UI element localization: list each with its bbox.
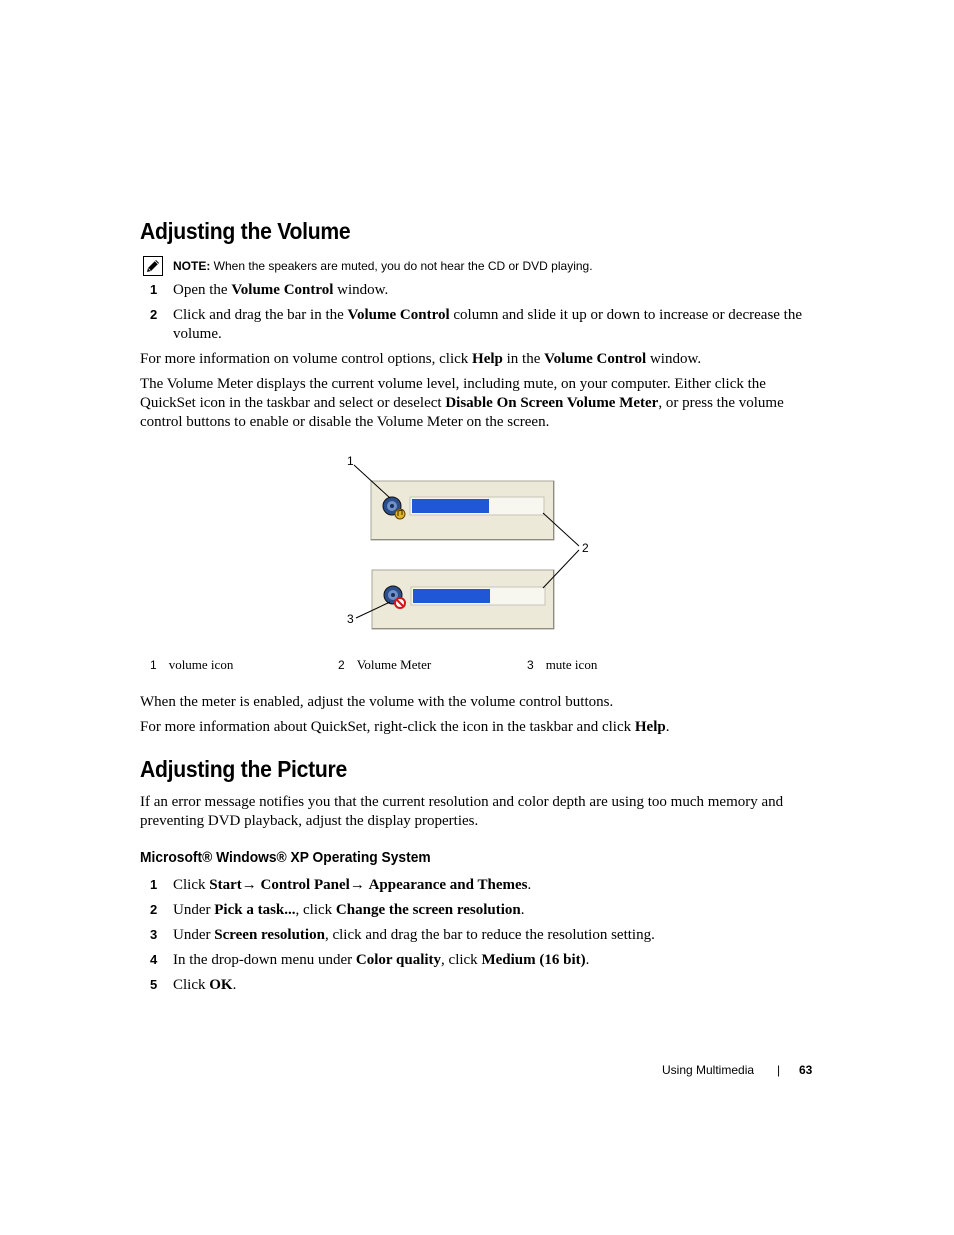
footer-section-name: Using Multimedia: [662, 1063, 755, 1077]
callout-line-2b: [543, 550, 579, 588]
section-title-adjusting-picture: Adjusting the Picture: [140, 756, 347, 782]
callout-3: 3: [347, 612, 354, 626]
page-number: 63: [799, 1063, 813, 1077]
volume-meter-fill: [413, 589, 490, 603]
subsection-title: Microsoft® Windows® XP Operating System: [140, 849, 431, 866]
volume-meter-figure: [340, 450, 610, 640]
paragraph: For more information about QuickSet, right-click the icon in the taskbar and click Help.: [140, 719, 670, 735]
legend-item: 3 mute icon: [527, 657, 598, 672]
callout-1: 1: [347, 454, 354, 468]
callout-2: 2: [582, 541, 589, 555]
note-text: NOTE: When the speakers are muted, you do not hear the CD or DVD playing.: [173, 259, 593, 273]
paragraph: The Volume Meter displays the current volume level, including mute, on your computer. Either click the QuickSet icon in the taskbar and select or deselect Disable On Screen Volume Meter, or press the volume control buttons to enable or disable the Volume Meter on the screen.: [140, 376, 784, 430]
paragraph: When the meter is enabled, adjust the volume with the volume control buttons.: [140, 694, 614, 710]
paragraph: For more information on volume control options, click Help in the Volume Control window.: [140, 351, 702, 367]
volume-meter-fill: [412, 499, 489, 513]
note-pencil-icon: [143, 256, 163, 276]
legend-item: 1 volume icon: [150, 657, 234, 672]
paragraph: If an error message notifies you that the current resolution and color depth are using too much memory and preventing DVD playback, adjust the display properties.: [140, 794, 784, 829]
footer-separator: |: [777, 1063, 781, 1077]
legend-item: 2 Volume Meter: [338, 657, 432, 672]
section-title-adjusting-volume: Adjusting the Volume: [140, 218, 351, 244]
